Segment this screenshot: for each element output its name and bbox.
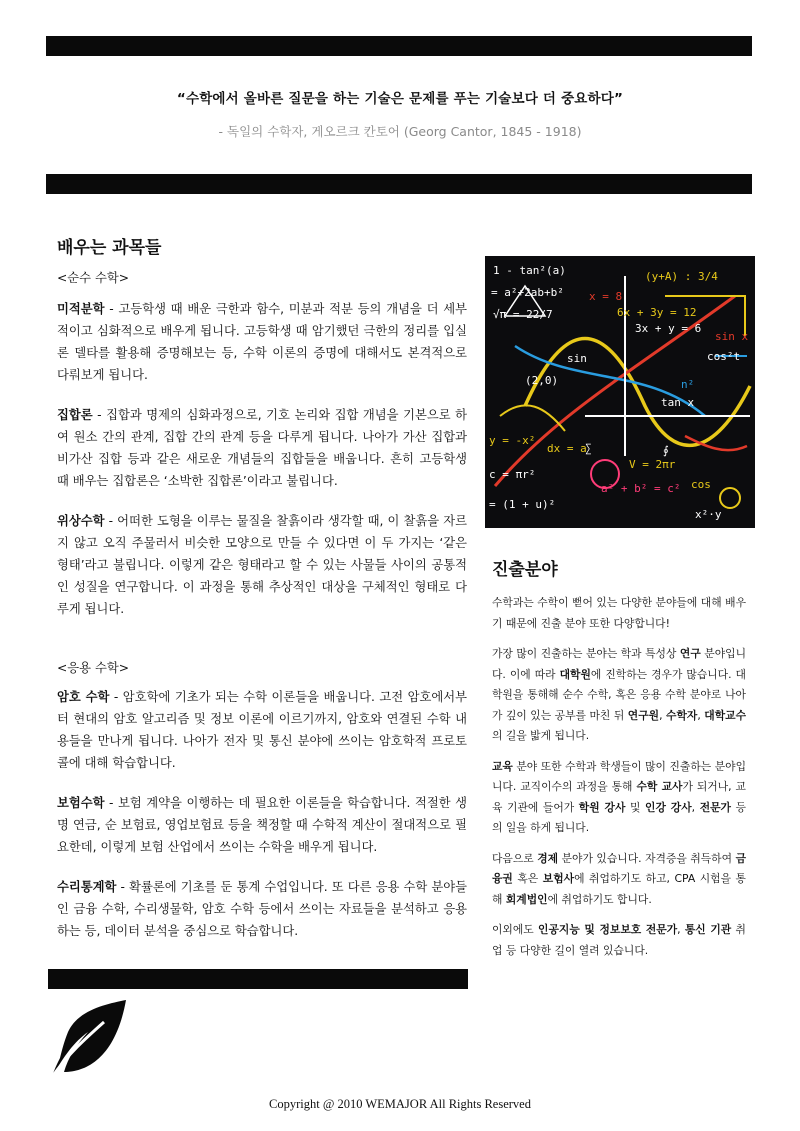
- text-run: 분야 또한 수학과 학생들이 많이 진출하는 분야입니다. 교직이수의 과정을 통해: [492, 759, 746, 793]
- pure-math-section: [57, 298, 467, 620]
- highlight-term: 대학교수: [704, 708, 746, 722]
- formula-text: = (1 + u)²: [489, 498, 556, 511]
- text-run: 의 길을 밟게 됩니다.: [492, 729, 590, 742]
- subject-item: [57, 686, 467, 774]
- highlight-term: 회계법인: [505, 892, 548, 906]
- text-run: 등의 일을 하게 됩니다.: [492, 800, 746, 834]
- formula-text: 1 - tan²(a): [493, 264, 566, 277]
- text-run: ,: [659, 708, 667, 722]
- highlight-term: 연구원: [627, 708, 660, 722]
- formula-text: √π = 22/7: [493, 308, 553, 321]
- text-run: ,: [697, 708, 705, 722]
- left-bottom-bar: [48, 969, 468, 989]
- highlight-term: 수학자: [666, 708, 698, 722]
- subject-name: 보험수학: [57, 796, 105, 810]
- subject-name: 위상수학: [57, 514, 105, 528]
- highlight-term: 인강 강사: [645, 800, 692, 814]
- applied-math-section: [57, 686, 467, 942]
- formula-text: ∮: [663, 444, 669, 457]
- text-run: 분야입니다. 이에 따라: [492, 647, 747, 681]
- highlight-term: 보험사: [542, 872, 575, 885]
- highlight-term: 금융권: [492, 851, 746, 885]
- text-run: ,: [691, 800, 700, 814]
- subject-name: 미적분학: [57, 302, 105, 316]
- text-run: 및: [625, 800, 646, 814]
- formula-text: cos²t: [707, 350, 741, 363]
- subject-item: [57, 792, 467, 858]
- formula-text: y = -x²: [489, 434, 536, 447]
- careers-education: [492, 757, 746, 839]
- formula-text: sin: [567, 352, 587, 365]
- formula-text: = a²+2ab+b²: [491, 286, 564, 299]
- formula-text: (y+A) : 3/4: [645, 270, 718, 283]
- applied-math-header: <응용 수학>: [57, 661, 130, 675]
- text-run: 가장 많이 진출하는 분야는 학과 특성상: [492, 647, 680, 660]
- highlight-term: 대학원: [559, 667, 591, 681]
- text-run: 혹은: [512, 872, 543, 885]
- formula-text: sin x: [715, 330, 749, 343]
- formula-text: 6x + 3y = 12: [617, 306, 697, 319]
- formula-text: x²·y: [695, 508, 722, 521]
- copyright-footer: Copyright @ 2010 WEMAJOR All Rights Reserved: [269, 1097, 531, 1111]
- careers-heading: 진출분야: [492, 560, 558, 580]
- text-run: 에 취업하기도 합니다.: [547, 892, 652, 906]
- formula-text: n²: [681, 378, 695, 391]
- subject-description: - 보험 계약을 이행하는 데 필요한 이론들을 학습합니다. 적절한 생명 연금, 순 보험료, 영업보험료 등을 책정할 때 수학적 계산이 절대적으로 필요한데, 이렇게 보험 산업에서 쓰이는 수학을 배우게 됩니다.: [57, 796, 467, 854]
- careers-section: [492, 593, 746, 961]
- subject-item: [57, 298, 467, 386]
- subjects-heading: 배우는 과목들: [57, 238, 162, 258]
- formula-text: cos: [691, 478, 711, 491]
- subject-description: - 확률론에 기초를 둔 통계 수업입니다. 또 다른 응용 수학 분야들인 금융 수학, 수리생물학, 암호 수학 등에서 쓰이는 자료들을 분석하고 응용하는 등, 데이터 분석을 중심으로 학습합니다.: [57, 880, 467, 938]
- quote-text: “수학에서 올바른 질문을 하는 기술은 문제를 푸는 기술보다 더 중요하다”: [176, 91, 624, 107]
- subject-description: - 고등학생 때 배운 극한과 함수, 미분과 적분 등의 개념을 더 세부적이고 심화적으로 배우게 됩니다. 고등학생 때 암기했던 극한의 정리를 입실론 델타를 활용해 증명해보는 등, 수학 이론의 증명에 대해서도 본격적으로 다뤄보게 됩니다.: [57, 302, 467, 382]
- subject-name: 암호 수학: [57, 690, 110, 704]
- formula-text: ∑: [585, 442, 592, 455]
- careers-economy: [492, 849, 746, 911]
- subject-item: [57, 510, 467, 620]
- text-run: ,: [677, 923, 685, 936]
- highlight-term: 인공지능 및 정보보호 전문가: [538, 923, 678, 936]
- formula-text: a² + b² = c²: [601, 482, 681, 495]
- subject-item: [57, 404, 467, 492]
- formula-text: 3x + y = 6: [635, 322, 702, 335]
- subject-item: [57, 876, 467, 942]
- highlight-term: 통신 기관: [684, 923, 732, 936]
- quote-attribution: - 독일의 수학자, 게오르크 칸토어 (Georg Cantor, 1845 - 1918): [218, 124, 582, 139]
- text-run: 가 되거나, 교육 기관에 들어가: [492, 780, 746, 814]
- highlight-term: 경제: [537, 851, 559, 865]
- formula-text: dx = a: [547, 442, 587, 455]
- formula-text: (2,0): [525, 374, 559, 387]
- formula-text: tan x: [661, 396, 695, 409]
- text-run: 에 취업하기도 하고, CPA 시험을 통해: [492, 872, 746, 906]
- formula-text: V = 2πr: [629, 458, 676, 471]
- subject-name: 수리통계학: [57, 880, 117, 894]
- careers-research: [492, 644, 746, 747]
- subject-name: 집합론: [57, 408, 93, 422]
- highlight-term: 전문가: [699, 800, 731, 814]
- careers-intro: 수학과는 수학이 뻗어 있는 다양한 분야들에 대해 배우기 때문에 진출 분야 또한 다양합니다!: [492, 596, 746, 630]
- math-formulas-image: [485, 256, 755, 528]
- highlight-term: 연구: [679, 647, 701, 660]
- top-bar: [46, 36, 752, 56]
- leaf-icon: [48, 998, 130, 1080]
- careers-others: [492, 920, 746, 961]
- highlight-term: 수학 교사: [636, 780, 683, 793]
- subject-description: - 어떠한 도형을 이루는 물질을 찰흙이라 생각할 때, 이 찰흙을 자르지 않고 오직 주물러서 비슷한 모양으로 만들 수 있다면 이 두 가지는 ‘같은 형태’라고 불립니다. 이렇게 같은 형태라고 할 수 있는 사물들 사이의 공통적인 성질을 연구합니다. 이 과정을 통해 추상적인 대상을 구체적인 형태로 다루게 됩니다.: [57, 514, 467, 616]
- subject-description: - 암호학에 기초가 되는 수학 이론들을 배웁니다. 고전 암호에서부터 현대의 암호 알고리즘 및 정보 이론에 이르기까지, 암호와 연결된 수학 내용들을 만나게 됩니다. 나아가 전자 및 통신 분야에 쓰이는 암호학적 프로토콜에 대해 학습합니다.: [57, 690, 468, 770]
- subject-description: - 집합과 명제의 심화과정으로, 기호 논리와 집합 개념을 기본으로 하여 원소 간의 관계, 집합 간의 관계 등을 다루게 됩니다. 나아가 가산 집합과 비가산 집합 등과 같은 새로운 개념들의 집합들을 배웁니다. 흔히 고등학생 때 배우는 집합론은 ‘소박한 집합론’이라고 불립니다.: [57, 408, 467, 488]
- formula-text: x = 8: [589, 290, 623, 303]
- pure-math-header: <순수 수학>: [57, 271, 130, 285]
- text-run: 에 진학하는 경우가 많습니다. 대학원을 통해해 순수 수학, 혹은 응용 수학 분야로 나아가 깊이 있는 공부를 마친 뒤: [492, 667, 746, 722]
- text-run: 이외에도: [492, 923, 539, 936]
- formula-text: c = πr²: [489, 468, 536, 481]
- highlight-term: 교육: [492, 759, 513, 773]
- highlight-term: 학원 강사: [578, 800, 626, 814]
- text-run: 다음으로: [492, 851, 538, 865]
- text-run: 취업 등 다양한 길이 열려 있습니다.: [492, 923, 746, 957]
- header-bottom-bar: [46, 174, 752, 194]
- text-run: 분야가 있습니다. 자격증을 취득하여: [558, 851, 736, 865]
